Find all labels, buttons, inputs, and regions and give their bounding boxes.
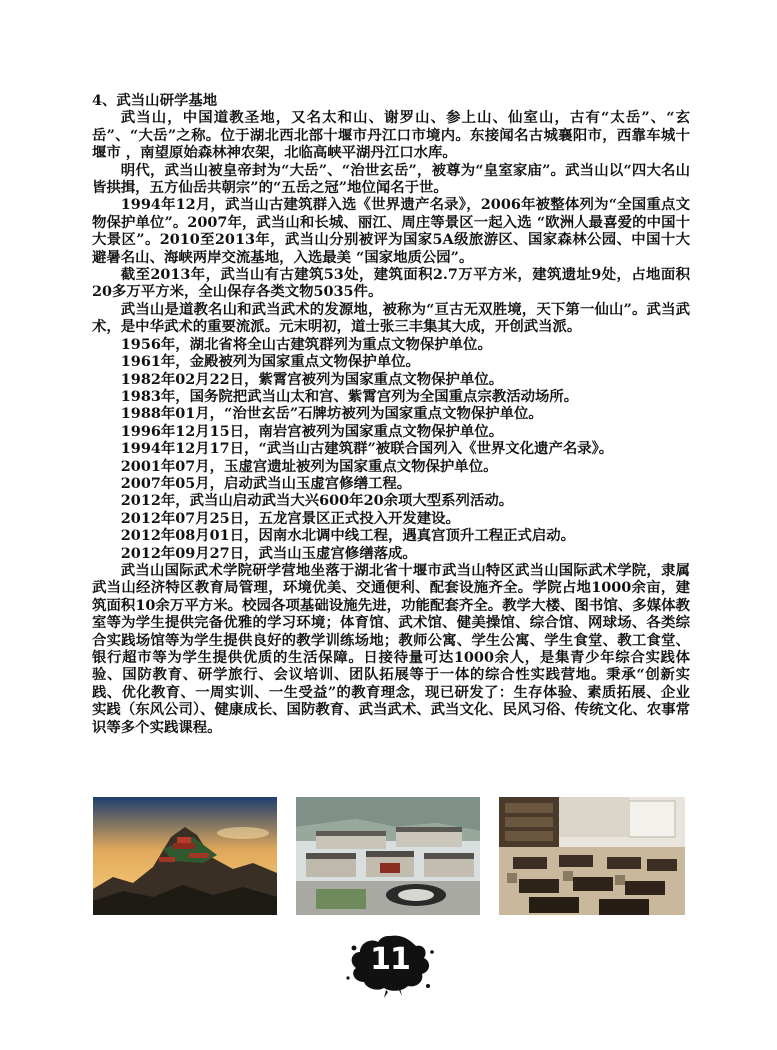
timeline-entry: 2012年07月25日，五龙宫景区正式投入开发建设。 <box>120 509 460 527</box>
timeline-entry: 2012年08月01日，因南水北调中线工程，遇真宫顶升工程正式启动。 <box>120 527 576 545</box>
page-number: 11 <box>370 942 410 977</box>
campus-aerial-photo <box>296 797 480 915</box>
paragraph-ming-dynasty: 明代，武当山被皇帝封为“大岳”、“治世玄岳”，被尊为“皇室家庙”。武当山以“四大名山皆拱揖，五方仙岳共朝宗”的“五岳之冠”地位闻名于世。 <box>92 161 690 197</box>
paragraph-buildings: 截至2013年，武当山有古建筑53处，建筑面积2.7万平方米，建筑遗址9处，占地面积20多万平方米，全山保存各类文物5035件。 <box>92 266 690 301</box>
paragraph-world-heritage: 1994年12月，武当山古建筑群入选《世界遗产名录》，2006年被整体列为“全国重点文物保护单位”。2007年，武当山和长城、丽江、周庄等景区一起入选 “欧洲人最喜爱的中国十大景区”。2010至2013年，武当山分别被评为国家5A级旅游区、国家森林公园、中国十大避暑名山、海峡两岸交流基地，入选最美 “国家地质公园”。 <box>92 196 690 266</box>
page-number-badge <box>340 928 440 998</box>
timeline-entry: 1956年，湖北省将全山古建筑群列为重点文物保护单位。 <box>120 335 492 353</box>
timeline-entry: 1994年12月17日，“武当山古建筑群”被联合国列入《世界文化遗产名录》。 <box>120 440 614 458</box>
mountain-temple-photo <box>93 797 277 915</box>
timeline-entry: 1961年，金殿被列为国家重点文物保护单位。 <box>120 353 420 371</box>
timeline-entry: 1983年，国务院把武当山太和宫、紫霄宫列为全国重点宗教活动场所。 <box>120 387 579 405</box>
paragraph-intro: 武当山，中国道教圣地，又名太和山、谢罗山、参上山、仙室山，古有“太岳”、“玄岳”、“大岳”之称。位于湖北西北部十堰市丹江口市境内。东接闻名古城襄阳市，西靠车城十堰市 ，南望原始森林神农架，北临高峡平湖丹江口水库。 <box>92 109 690 162</box>
section-heading: 4、武当山研学基地 <box>92 92 218 109</box>
paragraph-study-camp: 武当山国际武术学院研学营地坐落于湖北省十堰市武当山特区武当山国际武术学院，隶属武当山经济特区教育局管理，环境优美、交通便利、配套设施齐全。学院占地1000余亩，建筑面积10余万平方米。校园各项基础设施先进，功能配套齐全。教学大楼、图书馆、多媒体教室等为学生提供完备优雅的学习环境；体育馆、武术馆、健美操馆、综合馆、网球场、各类综合实践场馆等为学生提供良好的教学训练场地；教师公寓、学生公寓、学生食堂、教工食堂、银行超市等为学生提供优质的生活保障。日接待量可达1000余人，是集青少年综合实践体验、国防教育、研学旅行、会议培训、团队拓展等于一体的综合性实践营地。秉承“创新实践、优化教育、一周实训、一生受益”的教育理念，现已研发了：生存体验、素质拓展、企业实践（东风公司）、健康成长、国防教育、武当武术、武当文化、民风习俗、传统文化、农事常识等多个实践课程。 <box>92 561 690 736</box>
photo-strip <box>0 797 777 915</box>
timeline-entry: 2001年07月，玉虚宫遗址被列为国家重点文物保护单位。 <box>120 457 498 475</box>
timeline-entry: 2007年05月，启动武当山玉虚宫修缮工程。 <box>120 474 412 492</box>
timeline-entry: 2012年，武当山启动武当大兴600年20余项大型系列活动。 <box>120 492 514 510</box>
timeline-entry: 1988年01月，“治世玄岳”石牌坊被列为国家重点文物保护单位。 <box>120 405 543 423</box>
timeline-entry: 1996年12月15日，南岩宫被列为国家重点文物保护单位。 <box>120 422 504 440</box>
timeline-entry: 2012年09月27日，武当山玉虚宫修缮落成。 <box>120 544 417 562</box>
classroom-interior-photo <box>499 797 685 915</box>
timeline-entry: 1982年02月22日，紫霄宫被列为国家重点文物保护单位。 <box>120 370 504 388</box>
paragraph-martial-arts: 武当山是道教名山和武当武术的发源地，被称为“亘古无双胜境，天下第一仙山”。武当武术，是中华武术的重要流派。元末明初，道士张三丰集其大成，开创武当派。 <box>92 300 690 336</box>
article-body <box>92 92 690 736</box>
